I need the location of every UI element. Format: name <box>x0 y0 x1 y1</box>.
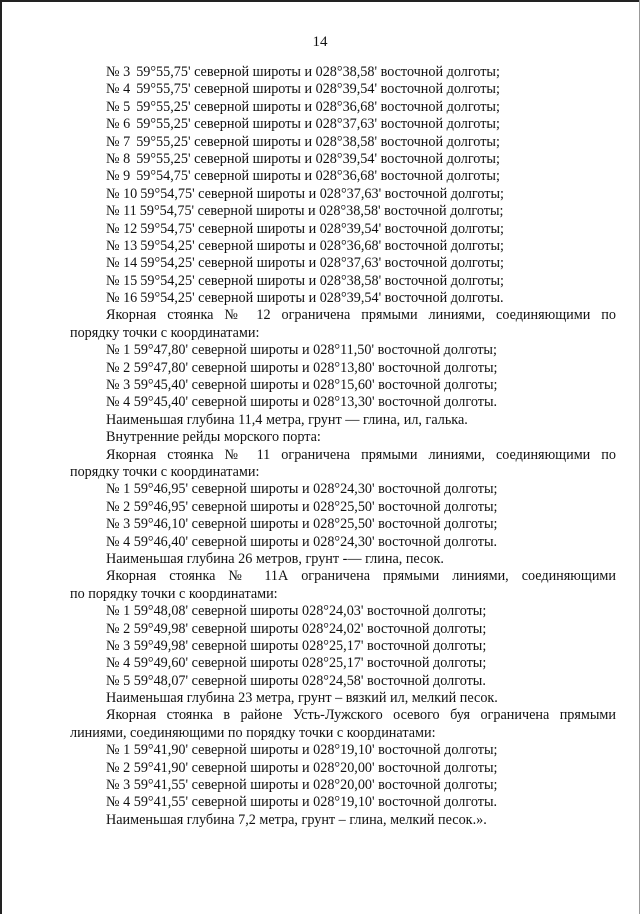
coordinate-line: № 10 59°54,75' северной широты и 028°37,63' восточной долготы; <box>106 185 504 202</box>
coordinate-line: № 16 59°54,25' северной широты и 028°39,54' восточной долготы. <box>106 290 504 307</box>
coordinate-line: № 4 59°49,60' северной широты 028°25,17' восточной долготы; <box>106 655 487 672</box>
paragraph-line: по порядку точки с координатами: <box>70 585 278 602</box>
coordinate-line: № 7 59°55,25' северной широты и 028°38,58' восточной долготы; <box>106 133 500 150</box>
coordinate-line: № 15 59°54,25' северной широты и 028°38,58' восточной долготы; <box>106 272 504 289</box>
coordinate-line: № 1 59°47,80' северной широты и 028°11,50' восточной долготы; <box>106 342 497 359</box>
paragraph-line: линиями, соединяющими по порядку точки с координатами: <box>70 724 436 741</box>
coordinate-line: № 11 59°54,75' северной широты и 028°38,58' восточной долготы; <box>106 203 504 220</box>
paragraph-line: Якорная стоянка № 11А ограничена прямыми линиями, соединяющими <box>106 568 616 585</box>
coordinate-line: № 3 59°41,55' северной широты и 028°20,00' восточной долготы; <box>106 777 498 794</box>
scan-edge-left <box>0 0 2 914</box>
coordinate-line: № 2 59°46,95' северной широты и 028°25,50' восточной долготы; <box>106 498 498 515</box>
coordinate-list-a <box>70 64 616 307</box>
document-body <box>70 64 616 829</box>
coordinate-line: № 4 59°41,55' северной широты и 028°19,10' восточной долготы. <box>106 794 498 811</box>
depth-line: Наименьшая глубина 11,4 метра, грунт — глина, ил, галька. <box>106 411 468 428</box>
coordinate-line: № 4 59°46,40' северной широты и 028°24,30' восточной долготы. <box>106 533 498 550</box>
coordinate-line: № 4 59°45,40' северной широты и 028°13,30' восточной долготы. <box>106 394 498 411</box>
coordinate-line: № 5 59°48,07' северной широты 028°24,58' восточной долготы. <box>106 672 486 689</box>
coordinate-line: № 4 59°55,75' северной широты и 028°39,54' восточной долготы; <box>106 81 500 98</box>
paragraph-line: Якорная стоянка № 12 ограничена прямыми линиями, соединяющими по <box>106 307 616 324</box>
depth-line: Наименьшая глубина 23 метра, грунт – вязкий ил, мелкий песок. <box>106 690 498 707</box>
coordinate-line: № 14 59°54,25' северной широты и 028°37,63' восточной долготы; <box>106 255 504 272</box>
paragraph-line: Якорная стоянка в районе Усть-Лужского осевого буя ограничена прямыми <box>106 707 616 724</box>
coordinate-line: № 2 59°41,90' северной широты и 028°20,00' восточной долготы; <box>106 759 498 776</box>
paragraph-line: порядку точки с координатами: <box>70 463 260 480</box>
page-number: 14 <box>312 34 328 50</box>
section-heading: Внутренние рейды морского порта: <box>106 429 321 446</box>
coordinate-line: № 3 59°45,40' северной широты и 028°15,60' восточной долготы; <box>106 377 498 394</box>
paragraph-line: порядку точки с координатами: <box>70 324 260 341</box>
coordinate-line: № 3 59°46,10' северной широты и 028°25,50' восточной долготы; <box>106 516 498 533</box>
coordinate-line: № 3 59°49,98' северной широты 028°25,17' восточной долготы; <box>106 637 487 654</box>
coordinate-line: № 1 59°46,95' северной широты и 028°24,30' восточной долготы; <box>106 481 498 498</box>
coordinate-line: № 8 59°55,25' северной широты и 028°39,54' восточной долготы; <box>106 150 500 167</box>
coordinate-line: № 9 59°54,75' северной широты и 028°36,68' восточной долготы; <box>106 168 500 185</box>
coordinate-line: № 13 59°54,25' северной широты и 028°36,68' восточной долготы; <box>106 237 504 254</box>
depth-line: Наименьшая глубина 26 метров, грунт -— глина, песок. <box>106 550 444 567</box>
coordinate-line: № 5 59°55,25' северной широты и 028°36,68' восточной долготы; <box>106 98 500 115</box>
coordinate-line: № 2 59°47,80' северной широты и 028°13,80' восточной долготы; <box>106 359 498 376</box>
coordinate-line: № 3 59°55,75' северной широты и 028°38,58' восточной долготы; <box>106 64 500 80</box>
coordinate-line: № 12 59°54,75' северной широты и 028°39,54' восточной долготы; <box>106 220 504 237</box>
coordinate-line: № 2 59°49,98' северной широты 028°24,02' восточной долготы; <box>106 620 487 637</box>
coordinate-line: № 6 59°55,25' северной широты и 028°37,63' восточной долготы; <box>106 116 500 133</box>
depth-line: Наименьшая глубина 7,2 метра, грунт – глина, мелкий песок.». <box>106 811 487 828</box>
coordinate-line: № 1 59°41,90' северной широты и 028°19,10' восточной долготы; <box>106 742 498 759</box>
scan-edge-top <box>0 0 640 2</box>
coordinate-line: № 1 59°48,08' северной широты 028°24,03' восточной долготы; <box>106 603 487 620</box>
paragraph-line: Якорная стоянка № 11 ограничена прямыми линиями, соединяющими по <box>106 446 616 463</box>
